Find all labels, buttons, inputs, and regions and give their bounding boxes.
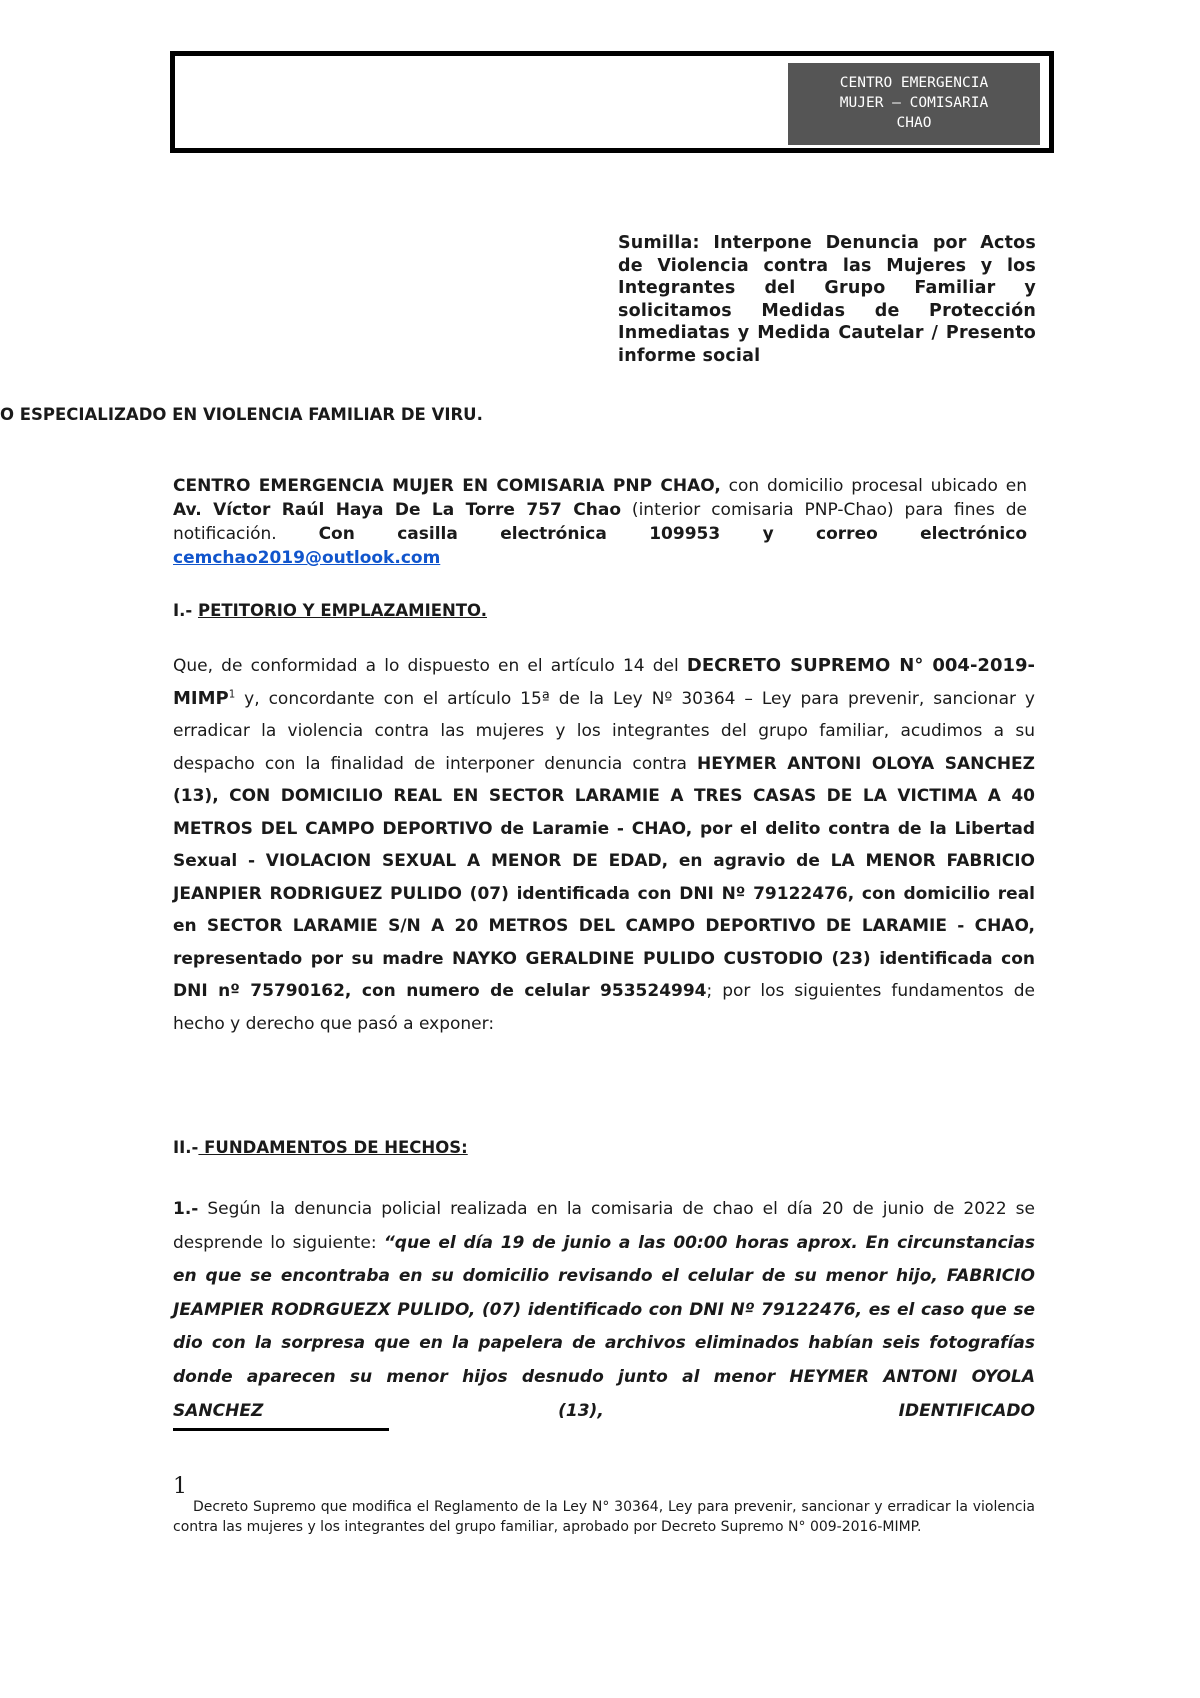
petitorio-text: ; por los siguientes fundamentos de hecho y derecho que pasó a exponer: bbox=[173, 981, 1035, 1034]
footnote-number: 1 bbox=[173, 1474, 187, 1499]
badge-line: CHAO bbox=[896, 115, 932, 131]
petitorio-paragraph bbox=[173, 650, 1035, 1040]
badge-line: CENTRO EMERGENCIA bbox=[839, 75, 989, 91]
procedural-address: Av. Víctor Raúl Haya De La Torre 757 Chao bbox=[173, 500, 622, 520]
item-number: 1.- bbox=[173, 1199, 199, 1219]
petitorio-text: y, concordante con el artículo 15ª de la Ley Nº 30364 – Ley para prevenir, sancionar y erradicar la violencia contra las mujeres y los integrantes del grupo familiar, acudimos a su despacho con la finalidad de interponer denuncia contra bbox=[173, 688, 1035, 774]
section-heading-hechos bbox=[173, 1138, 468, 1157]
section-title: FUNDAMENTOS DE HECHOS: bbox=[198, 1138, 468, 1157]
electronic-box: Con casilla electrónica 109953 y correo electrónico bbox=[318, 524, 1027, 544]
complaint-quote: “que el día 19 de junio a las 00:00 horas aprox. En circunstancias en que se encontraba en su domicilio revisando el celular de su menor hijo, FABRICIO JEAMPIER RODRGUEZX PULIDO, (07) identificado con DNI Nº 79122476, es el caso que se dio con la sorpresa que en la papelera de archivos eliminados habían seis fotografías donde aparecen su menor hijos desnudo junto al menor HEYMER ANTONI OYOLA SANCHEZ (13), IDENTIFICADO bbox=[173, 1232, 1035, 1421]
footnote-separator bbox=[173, 1428, 389, 1431]
decree-reference: DECRETO SUPREMO N° 004-2019-MIMP bbox=[173, 655, 1035, 709]
section-number: I.- bbox=[173, 601, 198, 620]
sumilla-text: Sumilla: Interpone Denuncia por Actos de Violencia contra las Mujeres y los Integrantes del Grupo Familiar y solicitamos Medidas de Protección Inmediatas y Medida Cautelar / Presento informe social bbox=[618, 233, 1036, 366]
email-link[interactable]: cemchao2019@outlook.com bbox=[173, 548, 441, 568]
petitorio-text: Que, de conformidad a lo dispuesto en el artículo 14 del bbox=[173, 656, 687, 676]
accused-details: HEYMER ANTONI OLOYA SANCHEZ (13), CON DOMICILIO REAL EN SECTOR LARAMIE A TRES CASAS DE LA VICTIMA A 40 METROS DEL CAMPO DEPORTIVO de Laramie - CHAO, por el delito contra de la Libertad Sexual - VIOLACION SEXUAL A MENOR DE EDAD, en agravio de LA MENOR FABRICIO JEANPIER RODRIGUEZ PULIDO (07) identificada con DNI Nº 79122476, con domicilio real en SECTOR LARAMIE S/N A 20 METROS DEL CAMPO DEPORTIVO DE LARAMIE - CHAO, representado por su madre NAYKO GERALDINE PULIDO CUSTODIO (23) identificada con DNI nº 75790162, con numero de celular 953524994 bbox=[173, 753, 1035, 1001]
addressee-line: O ESPECIALIZADO EN VIOLENCIA FAMILIAR DE VIRU. bbox=[0, 405, 483, 424]
hechos-paragraph bbox=[173, 1193, 1035, 1428]
section-number: II.- bbox=[173, 1138, 199, 1157]
intro-text: (interior comisaria PNP-Chao) para fines de notificación. bbox=[173, 500, 1027, 544]
badge-line: MUJER – COMISARIA bbox=[839, 95, 989, 111]
footnote-text: Decreto Supremo que modifica el Reglamento de la Ley N° 30364, Ley para prevenir, sancionar y erradicar la violencia contra las mujeres y los integrantes del grupo familiar, aprobado por Decreto Supremo N° 009-2016-MIMP. bbox=[173, 1499, 1035, 1535]
org-name: CENTRO EMERGENCIA MUJER EN COMISARIA PNP CHAO, bbox=[173, 476, 721, 496]
intro-text: con domicilio procesal ubicado en bbox=[720, 476, 1027, 496]
intro-paragraph bbox=[173, 474, 1027, 570]
footnote-ref[interactable]: 1 bbox=[228, 688, 236, 700]
section-title: PETITORIO Y EMPLAZAMIENTO. bbox=[198, 601, 487, 620]
institution-badge bbox=[788, 63, 1040, 145]
section-heading-petitorio bbox=[173, 601, 487, 620]
hechos-text: Según la denuncia policial realizada en la comisaria de chao el día 20 de junio de 2022 se desprende lo siguiente: bbox=[173, 1199, 1035, 1253]
